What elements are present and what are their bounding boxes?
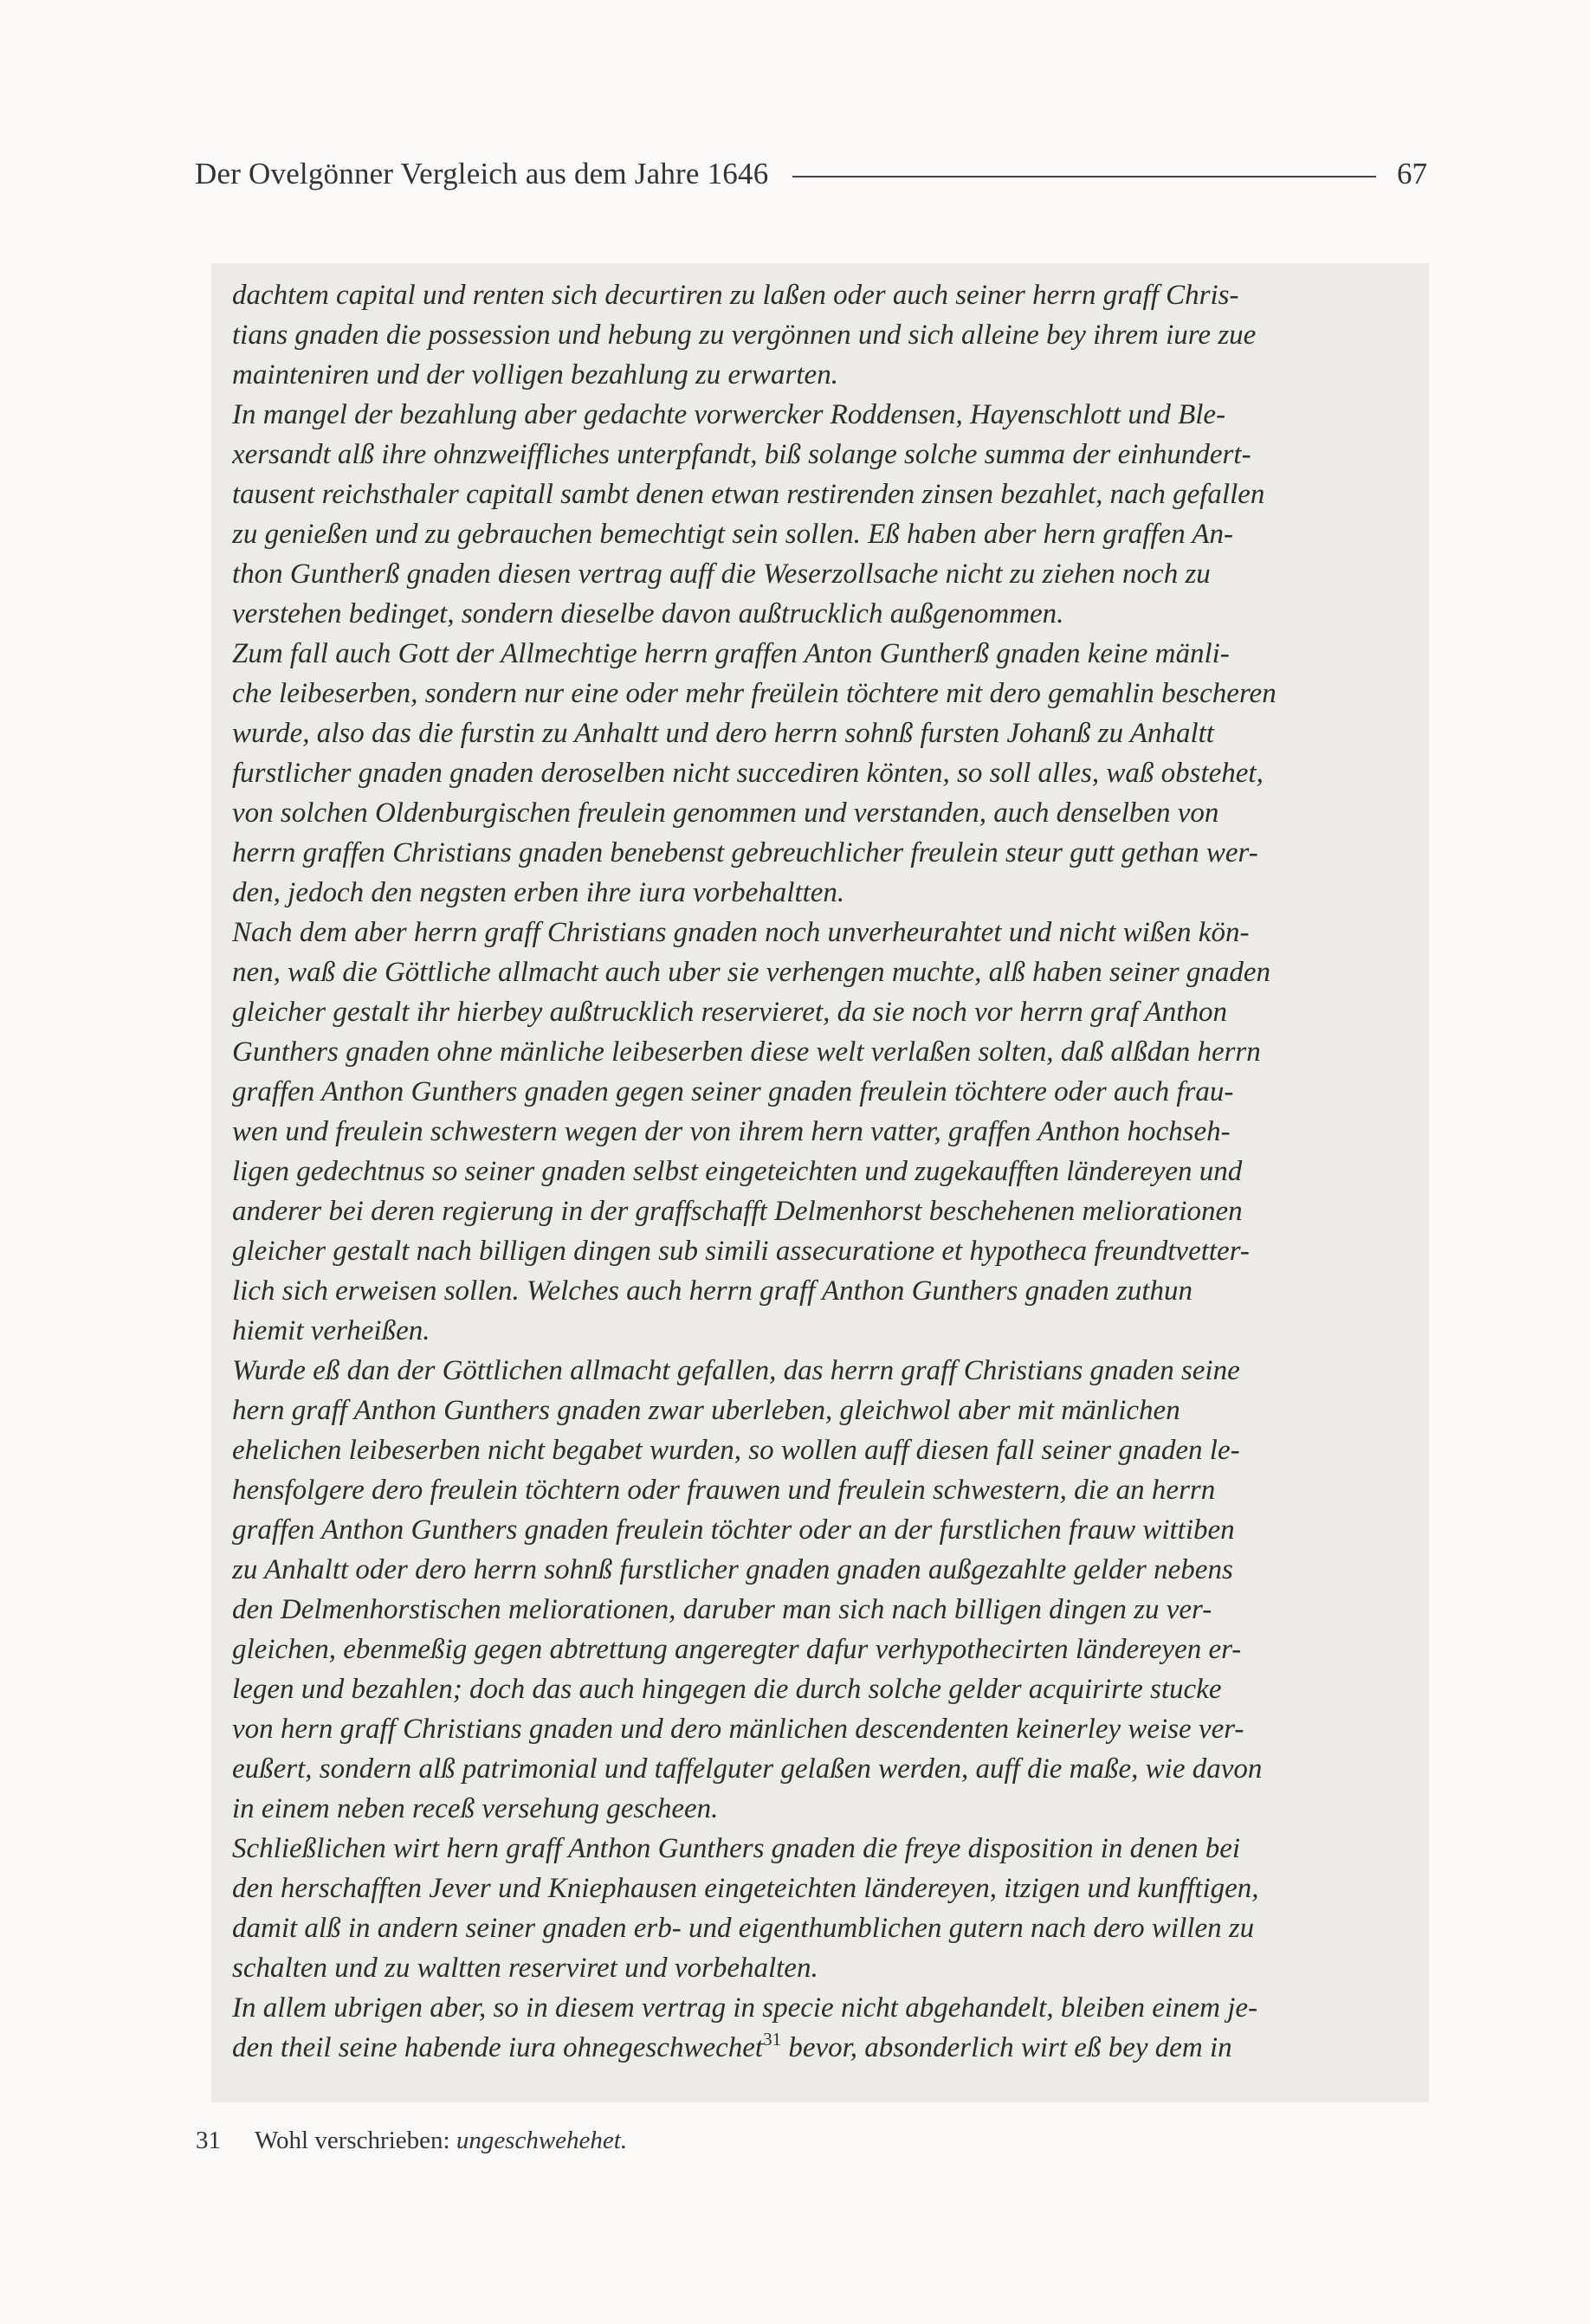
- transcript-text: [232, 275, 1429, 2068]
- transcript-line: Wurde eß dan der Göttlichen allmacht gefallen, das herrn graff Christians gnaden seine: [232, 1355, 1240, 1386]
- transcript-line: gleicher gestalt ihr hierbey außtrucklich reservieret, da sie noch vor herrn graf Anthon: [232, 997, 1227, 1028]
- transcript-line: ligen gedechtnus so seiner gnaden selbst eingeteichten und zugekaufften ländereyen und: [232, 1156, 1243, 1187]
- transcript-line: graffen Anthon Gunthers gnaden freulein töchter oder an der furstlichen frauw wittiben: [232, 1514, 1235, 1546]
- transcript-line: lich sich erweisen sollen. Welches auch herrn graff Anthon Gunthers gnaden zuthun: [232, 1275, 1193, 1307]
- footnote-number: 31: [196, 2127, 221, 2154]
- transcript-line: legen und bezahlen; doch das auch hingegen die durch solche gelder acquirirte stucke: [232, 1674, 1222, 1705]
- transcript-line: damit alß in andern seiner gnaden erb- und eigenthumblichen gutern nach dero willen zu: [232, 1913, 1255, 1944]
- footnote: [196, 2127, 627, 2155]
- transcript-line: xersandt alß ihre ohnzweiffliches unterpfandt, biß solange solche summa der einhundert-: [232, 439, 1251, 470]
- transcript-block: [211, 263, 1429, 2102]
- transcript-line: dachtem capital und renten sich decurtiren zu laßen oder auch seiner herrn graff Chris-: [232, 280, 1239, 311]
- transcript-line-end: bevor, absonderlich wirt eß bey dem in: [781, 2032, 1232, 2063]
- running-title: Der Ovelgönner Vergleich aus dem Jahre 1646: [195, 157, 769, 190]
- transcript-line: gleichen, ebenmeßig gegen abtrettung angeregter dafur verhypothecirten ländereyen er-: [232, 1634, 1242, 1665]
- transcript-line: nen, waß die Göttliche allmacht auch uber sie verhengen muchte, alß haben seiner gnaden: [232, 957, 1271, 988]
- transcript-line: [232, 2028, 1429, 2068]
- transcript-line: den Delmenhorstischen meliorationen, daruber man sich nach billigen dingen zu ver-: [232, 1594, 1212, 1625]
- transcript-line: in einem neben receß versehung gescheen.: [232, 1793, 719, 1824]
- transcript-line: wen und freulein schwestern wegen der von ihrem hern vatter, graffen Anthon hochseh-: [232, 1116, 1231, 1147]
- transcript-line: gleicher gestalt nach billigen dingen sub simili assecuratione et hypotheca freundtvetter-: [232, 1236, 1250, 1267]
- transcript-line: verstehen bedinget, sondern dieselbe davon außtrucklich außgenommen.: [232, 598, 1064, 629]
- transcript-line: zu Anhaltt oder dero herrn sohnß furstlicher gnaden gnaden außgezahlte gelder nebens: [232, 1554, 1233, 1585]
- transcript-line: graffen Anthon Gunthers gnaden gegen seiner gnaden freulein töchtere oder auch frau-: [232, 1076, 1234, 1107]
- transcript-line: von solchen Oldenburgischen freulein genommen und verstanden, auch denselben von: [232, 797, 1219, 829]
- transcript-line: Nach dem aber herrn graff Christians gnaden noch unverheurahtet und nicht wißen kön-: [232, 917, 1250, 948]
- transcript-line: den, jedoch den negsten erben ihre iura vorbehaltten.: [232, 877, 845, 908]
- transcript-line: hensfolgere dero freulein töchtern oder frauwen und freulein schwestern, die an herrn: [232, 1475, 1216, 1506]
- transcript-line: Gunthers gnaden ohne mänliche leibeserben diese welt verlaßen solten, daß alßdan herrn: [232, 1036, 1261, 1068]
- transcript-line: che leibeserben, sondern nur eine oder mehr freülein töchtere mit dero gemahlin bescheren: [232, 678, 1277, 709]
- transcript-line: wurde, also das die furstin zu Anhaltt und dero herrn sohnß fursten Johanß zu Anhaltt: [232, 718, 1214, 749]
- transcript-line: In mangel der bezahlung aber gedachte vorwercker Roddensen, Hayenschlott und Ble-: [232, 399, 1226, 430]
- footnote-text: Wohl verschrieben:: [255, 2127, 456, 2154]
- transcript-line: Schließlichen wirt hern graff Anthon Gunthers gnaden die freye disposition in denen bei: [232, 1833, 1241, 1864]
- footnote-marker: 31: [763, 2029, 782, 2050]
- transcript-line-start: den theil seine habende iura ohnegeschwechet: [232, 2032, 764, 2063]
- page-number: 67: [1397, 157, 1427, 190]
- transcript-line: Zum fall auch Gott der Allmechtige herrn graffen Anton Guntherß gnaden keine mänli-: [232, 638, 1230, 669]
- transcript-line: hiemit verheißen.: [232, 1315, 430, 1346]
- transcript-line: zu genießen und zu gebrauchen bemechtigt sein sollen. Eß haben aber hern graffen An-: [232, 519, 1233, 550]
- transcript-line: ehelichen leibeserben nicht begabet wurden, so wollen auff diesen fall seiner gnaden le-: [232, 1435, 1240, 1466]
- transcript-line: mainteniren und der volligen bezahlung zu erwarten.: [232, 359, 838, 391]
- transcript-line: In allem ubrigen aber, so in diesem vertrag in specie nicht abgehandelt, bleiben einem je-: [232, 1992, 1258, 2024]
- transcript-line: furstlicher gnaden gnaden deroselben nicht succediren könten, so soll alles, waß obstehet,: [232, 758, 1264, 789]
- transcript-line: herrn graffen Christians gnaden benebenst gebreuchlicher freulein steur gutt gethan wer-: [232, 837, 1258, 868]
- transcript-line: tausent reichsthaler capitall sambt denen etwan restirenden zinsen bezahlet, nach gefallen: [232, 479, 1265, 510]
- transcript-line: anderer bei deren regierung in der graffschafft Delmenhorst beschehenen meliorationen: [232, 1196, 1243, 1227]
- transcript-line: thon Guntherß gnaden diesen vertrag auff die Weserzollsache nicht zu ziehen noch zu: [232, 558, 1211, 590]
- transcript-line: hern graff Anthon Gunthers gnaden zwar uberleben, gleichwol aber mit mänlichen: [232, 1395, 1180, 1426]
- transcript-line: eußert, sondern alß patrimonial und taffelguter gelaßen werden, auff die maße, wie davon: [232, 1753, 1263, 1785]
- footnote-word: ungeschwehehet.: [456, 2127, 628, 2154]
- header-rule: [792, 176, 1376, 178]
- transcript-line: tians gnaden die possession und hebung zu vergönnen und sich alleine bey ihrem iure zue: [232, 320, 1257, 351]
- transcript-line: von hern graff Christians gnaden und dero mänlichen descendenten keinerley weise ver-: [232, 1714, 1244, 1745]
- running-head: [195, 152, 1427, 196]
- transcript-line: schalten und zu waltten reserviret und vorbehalten.: [232, 1953, 818, 1984]
- transcript-line: den herschafften Jever und Kniephausen eingeteichten ländereyen, itzigen und kunfftigen,: [232, 1873, 1259, 1904]
